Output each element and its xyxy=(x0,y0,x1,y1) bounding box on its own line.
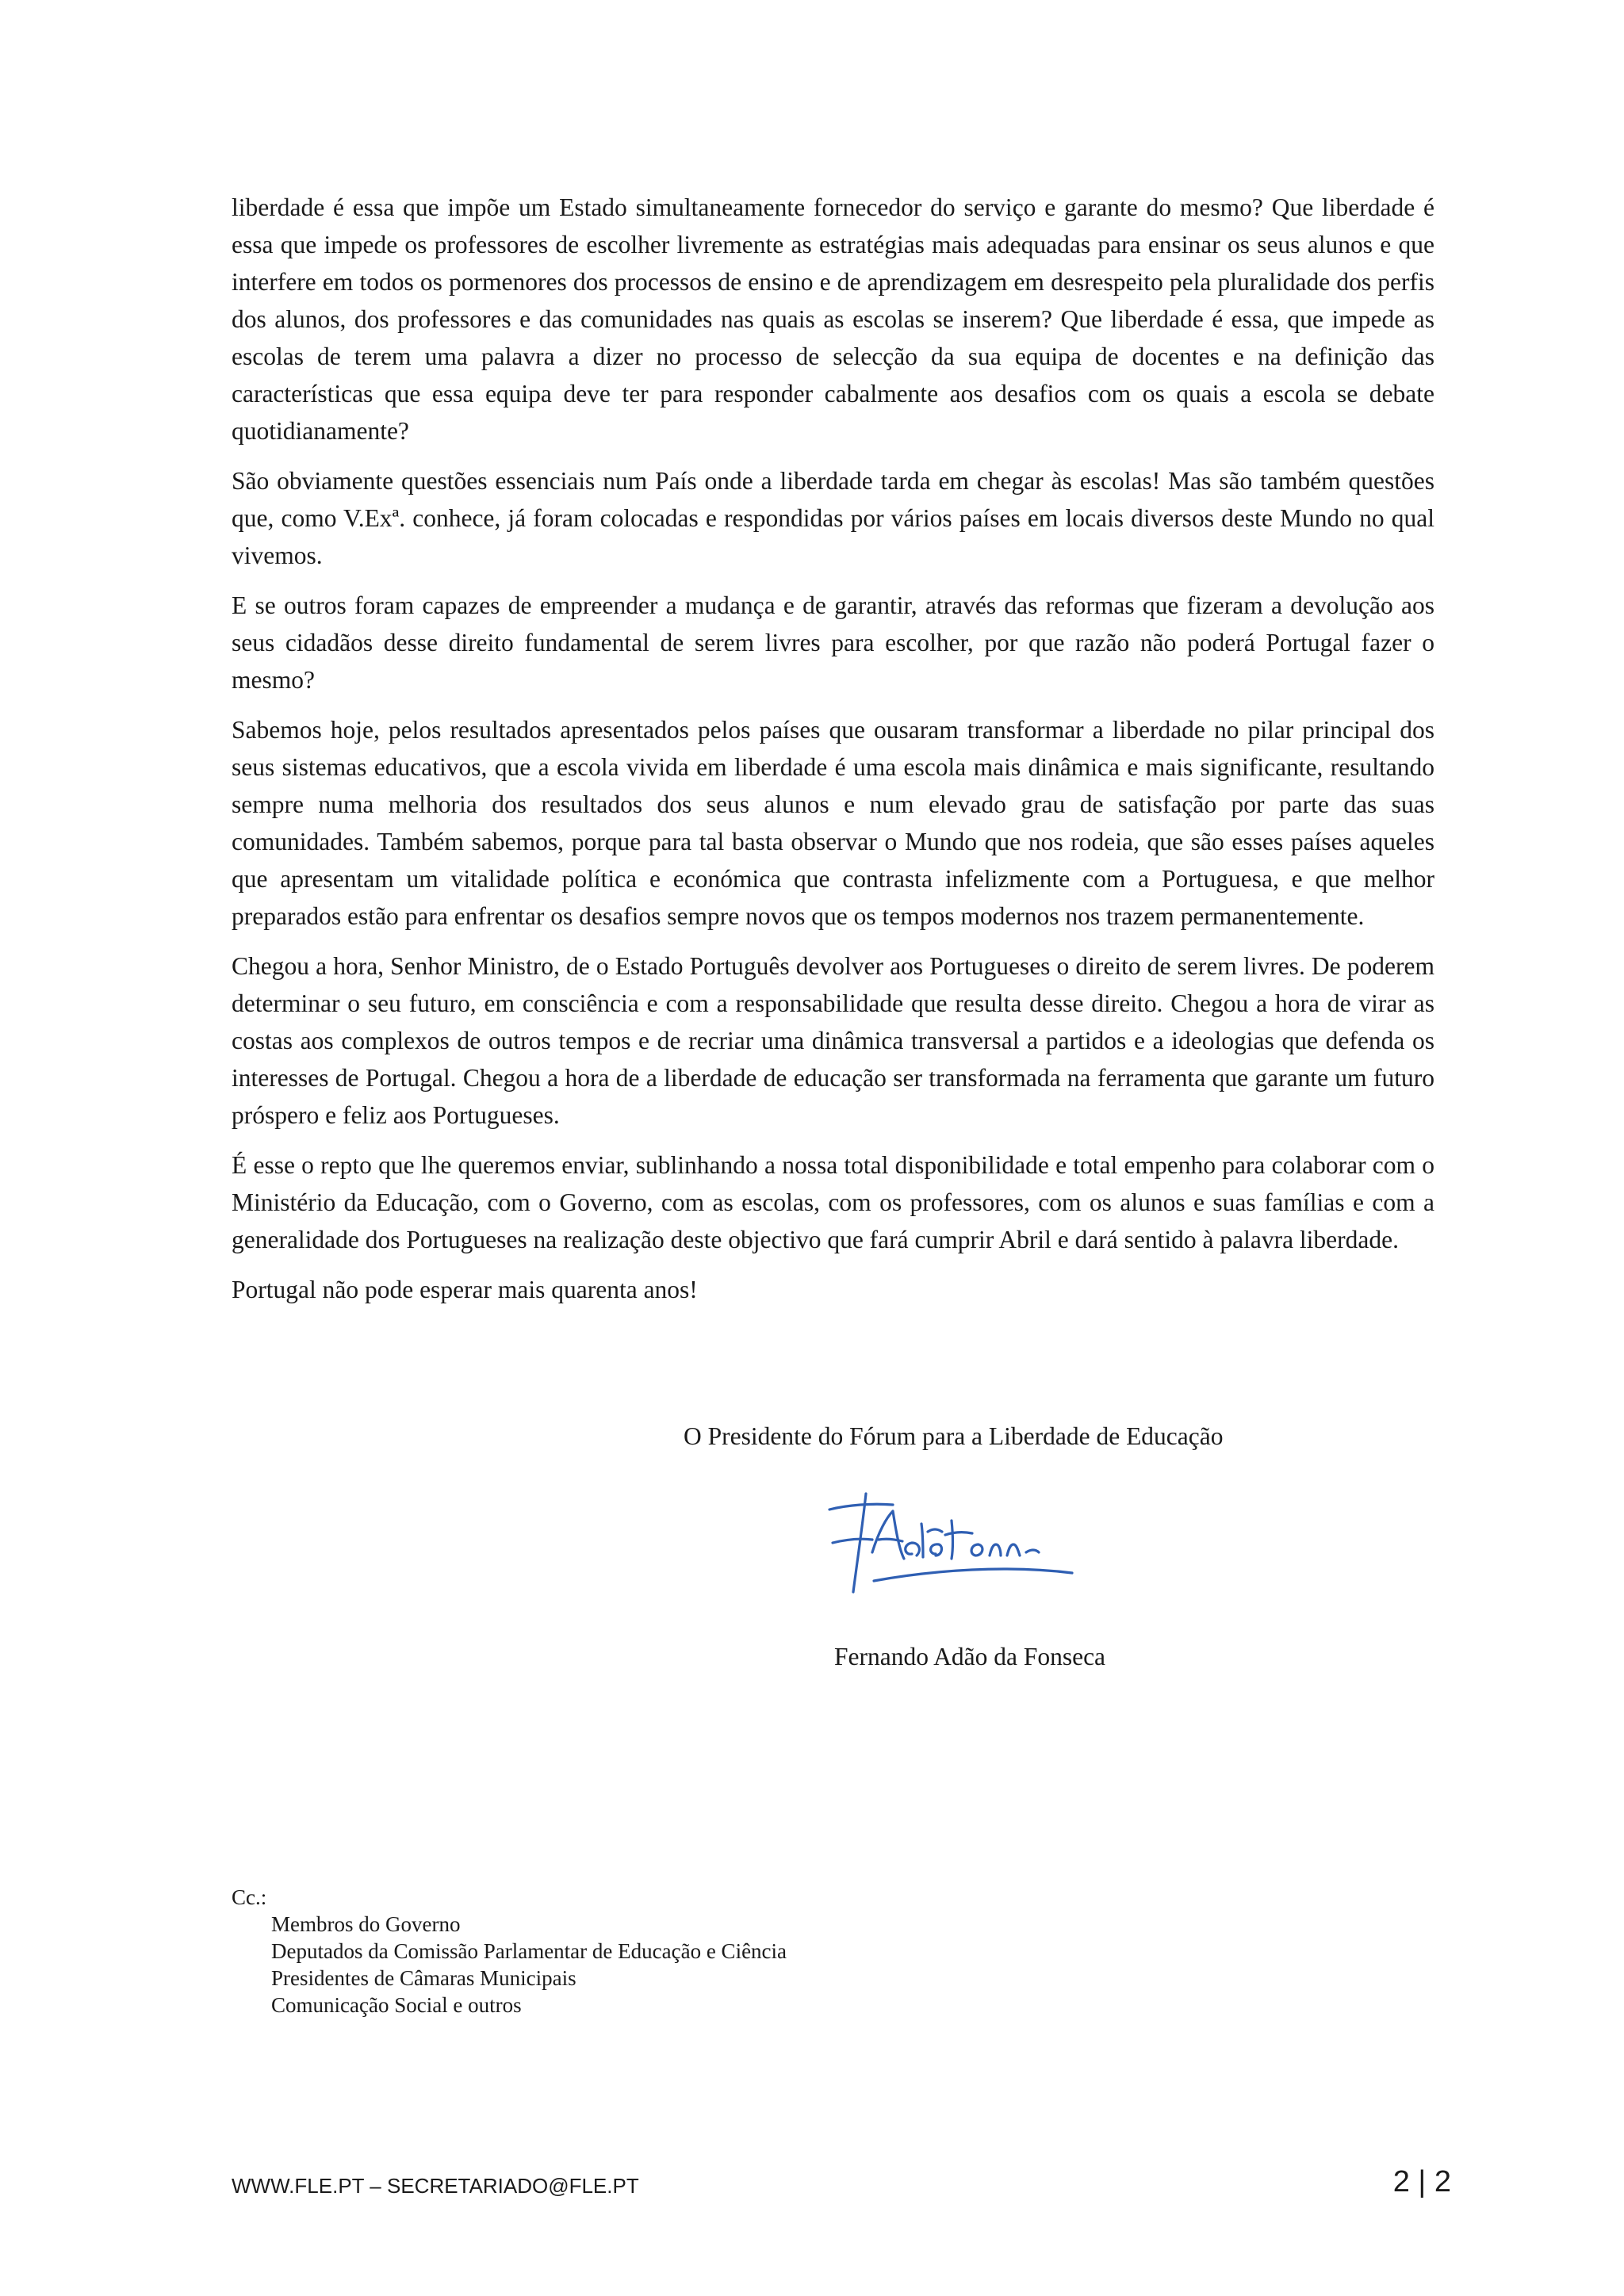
paragraph: Chegou a hora, Senhor Ministro, de o Estado Português devolver aos Portugueses o direito de serem livres. De poderem determinar o seu futuro, em consciência e com a responsabilidade que resulta desse direito. Chegou a hora de virar as costas aos complexos de outros tempos e de recriar uma dinâmica transversal a partidos e a ideologias que defenda os interesses de Portugal. Chegou a hora de a liberdade de educação ser transformada na ferramenta que garante um futuro próspero e feliz aos Portugueses. xyxy=(232,952,1434,1129)
closing-title: O Presidente do Fórum para a Liberdade de Educação xyxy=(684,1422,1224,1450)
paragraph: Sabemos hoje, pelos resultados apresentados pelos países que ousaram transformar a liberdade no pilar principal dos seus sistemas educativos, que a escola vivida em liberdade é uma escola mais dinâmica e mais significante, resultando sempre numa melhoria dos resultados dos seus alunos e num elevado grau de satisfação por parte das suas comunidades. Também sabemos, porque para tal basta observar o Mundo que nos rodeia, que são esses países aqueles que apresentam um vitalidade política e económica que contrasta infelizmente com a Portuguesa, e que melhor preparados estão para enfrentar os desafios sempre novos que os tempos modernos nos trazem permanentemente. xyxy=(232,716,1434,930)
paragraph: E se outros foram capazes de empreender a mudança e de garantir, através das reformas que fizeram a devolução aos seus cidadãos desse direito fundamental de serem livres para escolher, por que razão não poderá Portugal fazer o mesmo? xyxy=(232,591,1434,694)
cc-recipient-list xyxy=(232,1911,787,2019)
cc-block xyxy=(232,1884,787,2019)
footer-contact: WWW.FLE.PT – SECRETARIADO@FLE.PT xyxy=(232,2174,639,2198)
signer-name: Fernando Adão da Fonseca xyxy=(834,1643,1106,1670)
cc-recipient: Membros do Governo xyxy=(271,1912,461,1936)
cc-recipient: Comunicação Social e outros xyxy=(271,1993,522,2017)
paragraph-final: Portugal não pode esperar mais quarenta anos! xyxy=(232,1276,698,1303)
page-number: 2 | 2 xyxy=(1392,2165,1451,2198)
cc-recipient: Deputados da Comissão Parlamentar de Educação e Ciência xyxy=(271,1939,787,1963)
cc-recipient: Presidentes de Câmaras Municipais xyxy=(271,1966,576,1990)
paragraph: São obviamente questões essenciais num País onde a liberdade tarda em chegar às escolas! Mas são também questões que, como V.Exª. conhece, já foram colocadas e respondidas por vários países em locais diversos deste Mundo no qual vivemos. xyxy=(232,467,1434,569)
paragraph: liberdade é essa que impõe um Estado simultaneamente fornecedor do serviço e garante do mesmo? Que liberdade é essa que impede os professores de escolher livremente as estratégias mais adequadas para ensinar os seus alunos e que interfere em todos os pormenores dos processos de ensino e de aprendizagem em desrespeito pela pluralidade dos perfis dos alunos, dos professores e das comunidades nas quais as escolas se inserem? Que liberdade é essa, que impede as escolas de terem uma palavra a dizer no processo de selecção da sua equipa de docentes e na definição das características que essa equipa deve ter para responder cabalmente aos desafios com os quais a escola se debate quotidianamente? xyxy=(232,193,1434,445)
cc-label: Cc.: xyxy=(232,1885,267,1909)
handwritten-signature xyxy=(817,1476,1134,1603)
letter-body xyxy=(232,189,1434,1321)
paragraph: É esse o repto que lhe queremos enviar, sublinhando a nossa total disponibilidade e total empenho para colaborar com o Ministério da Educação, com o Governo, com as escolas, com os professores, com os alunos e suas famílias e com a generalidade dos Portugueses na realização deste objectivo que fará cumprir Abril e dará sentido à palavra liberdade. xyxy=(232,1151,1434,1253)
